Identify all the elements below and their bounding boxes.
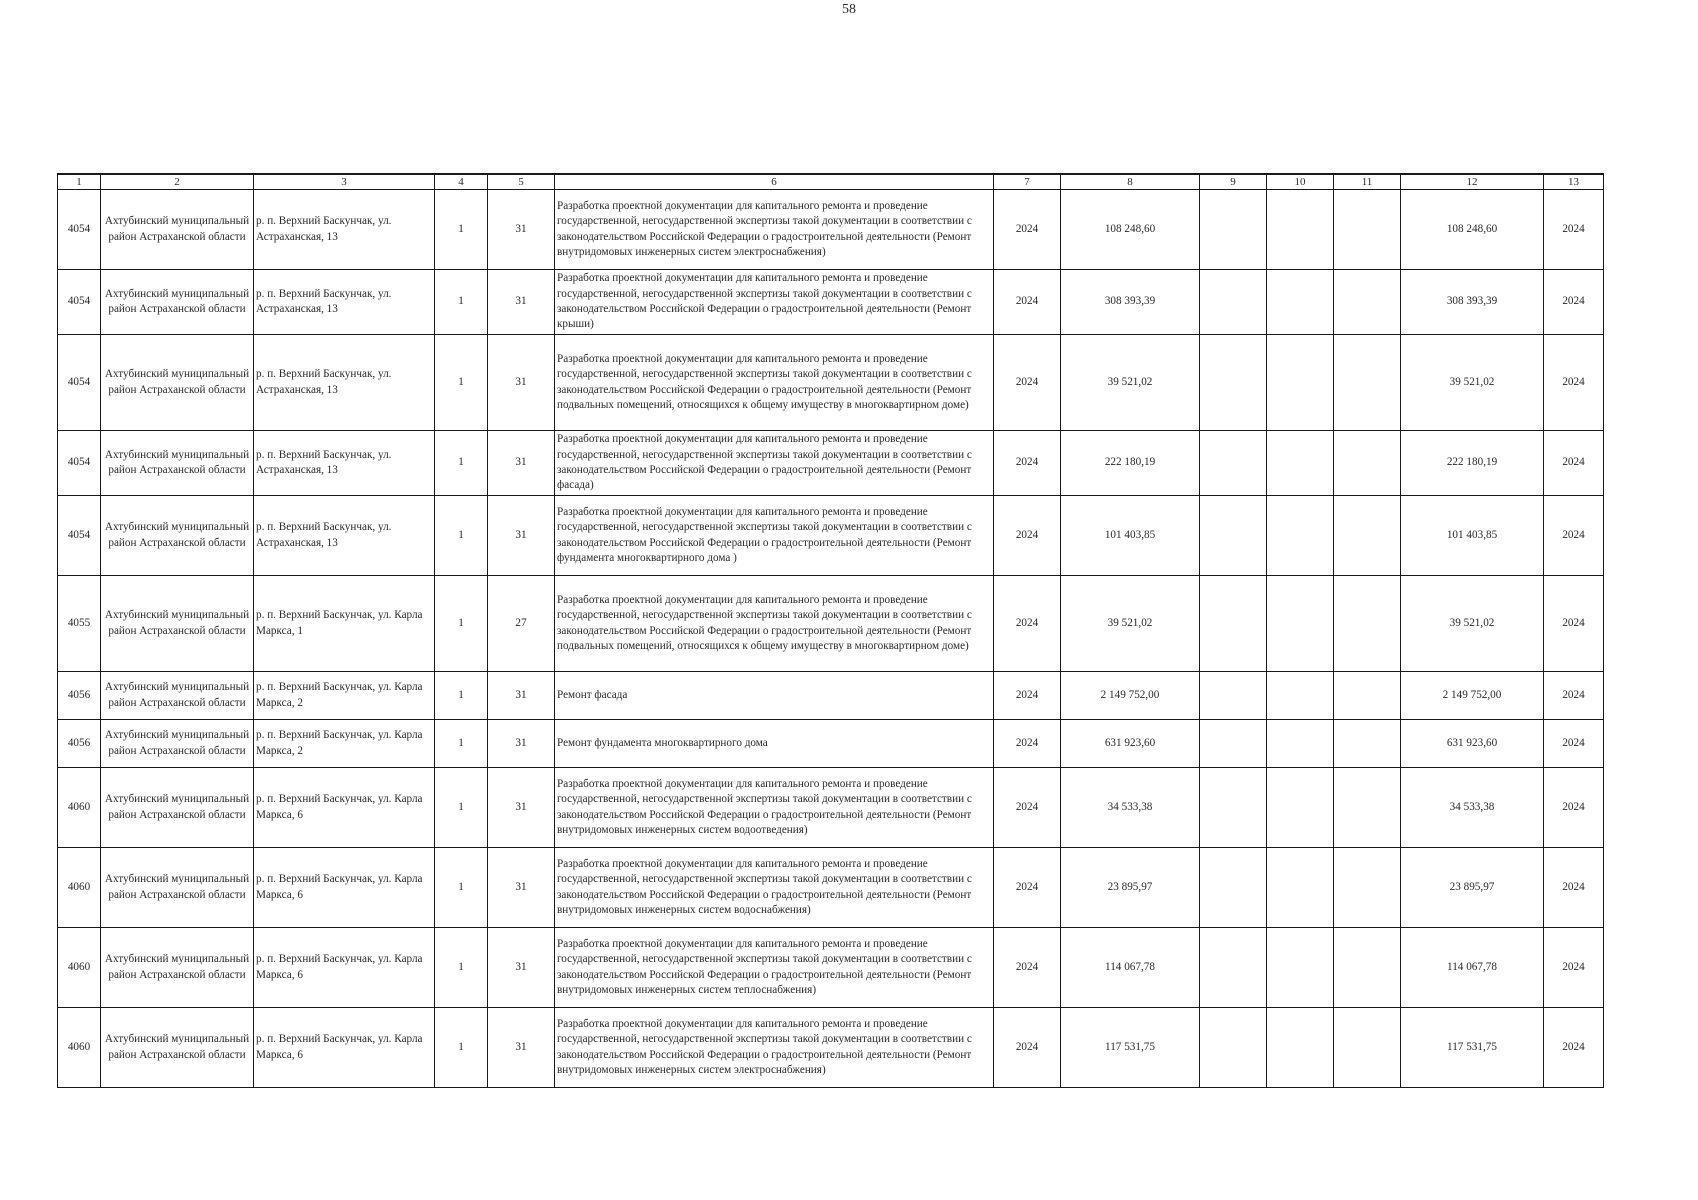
row-number: 4054	[58, 190, 101, 270]
col13-year-cell: 2024	[1544, 576, 1604, 672]
col12-cost-cell: 117 531,75	[1401, 1008, 1544, 1088]
col11-cell	[1334, 1008, 1401, 1088]
col11-cell	[1334, 848, 1401, 928]
district-cell: Ахтубинский муниципальный район Астраханской области	[101, 928, 254, 1008]
column-header: 7	[994, 174, 1061, 190]
address-cell: р. п. Верхний Баскунчак, ул. Карла Маркса, 6	[254, 768, 435, 848]
column-header: 6	[555, 174, 994, 190]
row-number: 4056	[58, 720, 101, 768]
table-row	[58, 672, 1604, 720]
year-cell: 2024	[994, 928, 1061, 1008]
total-cost-cell: 101 403,85	[1061, 496, 1200, 576]
col12-cost-cell: 114 067,78	[1401, 928, 1544, 1008]
table-row	[58, 335, 1604, 431]
col9-cell	[1200, 848, 1267, 928]
col10-cell	[1267, 1008, 1334, 1088]
col13-year-cell: 2024	[1544, 848, 1604, 928]
total-cost-cell: 39 521,02	[1061, 335, 1200, 431]
register-body	[58, 190, 1604, 1088]
col10-cell	[1267, 768, 1334, 848]
col4-cell: 1	[435, 720, 488, 768]
district-cell: Ахтубинский муниципальный район Астраханской области	[101, 848, 254, 928]
col10-cell	[1267, 431, 1334, 496]
col12-cost-cell: 108 248,60	[1401, 190, 1544, 270]
col4-cell: 1	[435, 768, 488, 848]
col10-cell	[1267, 496, 1334, 576]
total-cost-cell: 23 895,97	[1061, 848, 1200, 928]
table-row	[58, 496, 1604, 576]
col5-cell: 31	[488, 431, 555, 496]
col9-cell	[1200, 190, 1267, 270]
total-cost-cell: 117 531,75	[1061, 1008, 1200, 1088]
col11-cell	[1334, 431, 1401, 496]
col9-cell	[1200, 1008, 1267, 1088]
col13-year-cell: 2024	[1544, 431, 1604, 496]
col4-cell: 1	[435, 431, 488, 496]
table-row	[58, 720, 1604, 768]
address-cell: р. п. Верхний Баскунчак, ул. Астраханская, 13	[254, 431, 435, 496]
column-header: 2	[101, 174, 254, 190]
district-cell: Ахтубинский муниципальный район Астраханской области	[101, 270, 254, 335]
year-cell: 2024	[994, 190, 1061, 270]
column-header: 3	[254, 174, 435, 190]
year-cell: 2024	[994, 335, 1061, 431]
col5-cell: 31	[488, 1008, 555, 1088]
col11-cell	[1334, 720, 1401, 768]
col11-cell	[1334, 190, 1401, 270]
col11-cell	[1334, 335, 1401, 431]
col12-cost-cell: 2 149 752,00	[1401, 672, 1544, 720]
col9-cell	[1200, 928, 1267, 1008]
work-description-cell: Разработка проектной документации для капитального ремонта и проведение государственной, негосударственной экспертизы такой документации в соответствии с законодательством Российской Федерации о градостроительной деятельности (Ремонт внутридомовых инженерных систем водоснабжения)	[555, 848, 994, 928]
col9-cell	[1200, 672, 1267, 720]
col10-cell	[1267, 848, 1334, 928]
col4-cell: 1	[435, 576, 488, 672]
col11-cell	[1334, 270, 1401, 335]
address-cell: р. п. Верхний Баскунчак, ул. Карла Маркса, 2	[254, 720, 435, 768]
work-description-cell: Разработка проектной документации для капитального ремонта и проведение государственной, негосударственной экспертизы такой документации в соответствии с законодательством Российской Федерации о градостроительной деятельности (Ремонт внутридомовых инженерных систем электроснабжения)	[555, 1008, 994, 1088]
table-row	[58, 190, 1604, 270]
row-number: 4060	[58, 768, 101, 848]
district-cell: Ахтубинский муниципальный район Астраханской области	[101, 576, 254, 672]
col10-cell	[1267, 335, 1334, 431]
col13-year-cell: 2024	[1544, 496, 1604, 576]
col10-cell	[1267, 576, 1334, 672]
col9-cell	[1200, 270, 1267, 335]
district-cell: Ахтубинский муниципальный район Астраханской области	[101, 335, 254, 431]
col4-cell: 1	[435, 928, 488, 1008]
col13-year-cell: 2024	[1544, 928, 1604, 1008]
table-row	[58, 768, 1604, 848]
work-description-cell: Разработка проектной документации для капитального ремонта и проведение государственной, негосударственной экспертизы такой документации в соответствии с законодательством Российской Федерации о градостроительной деятельности (Ремонт внутридомовых инженерных систем водоотведения)	[555, 768, 994, 848]
column-header: 12	[1401, 174, 1544, 190]
col12-cost-cell: 39 521,02	[1401, 335, 1544, 431]
year-cell: 2024	[994, 768, 1061, 848]
col9-cell	[1200, 768, 1267, 848]
col13-year-cell: 2024	[1544, 768, 1604, 848]
work-description-cell: Ремонт фундамента многоквартирного дома	[555, 720, 994, 768]
row-number: 4055	[58, 576, 101, 672]
col13-year-cell: 2024	[1544, 270, 1604, 335]
col5-cell: 31	[488, 270, 555, 335]
col4-cell: 1	[435, 496, 488, 576]
total-cost-cell: 222 180,19	[1061, 431, 1200, 496]
col11-cell	[1334, 672, 1401, 720]
column-header: 5	[488, 174, 555, 190]
year-cell: 2024	[994, 1008, 1061, 1088]
column-header: 13	[1544, 174, 1604, 190]
col5-cell: 31	[488, 848, 555, 928]
col13-year-cell: 2024	[1544, 190, 1604, 270]
work-description-cell: Разработка проектной документации для капитального ремонта и проведение государственной, негосударственной экспертизы такой документации в соответствии с законодательством Российской Федерации о градостроительной деятельности (Ремонт фундамента многоквартирного дома )	[555, 496, 994, 576]
capital-repair-register-table	[57, 173, 1604, 1088]
col10-cell	[1267, 720, 1334, 768]
col4-cell: 1	[435, 848, 488, 928]
year-cell: 2024	[994, 576, 1061, 672]
work-description-cell: Разработка проектной документации для капитального ремонта и проведение государственной, негосударственной экспертизы такой документации в соответствии с законодательством Российской Федерации о градостроительной деятельности (Ремонт крыши)	[555, 270, 994, 335]
col4-cell: 1	[435, 270, 488, 335]
address-cell: р. п. Верхний Баскунчак, ул. Карла Маркса, 6	[254, 928, 435, 1008]
year-cell: 2024	[994, 848, 1061, 928]
col10-cell	[1267, 190, 1334, 270]
column-header: 11	[1334, 174, 1401, 190]
table-row	[58, 576, 1604, 672]
col4-cell: 1	[435, 1008, 488, 1088]
district-cell: Ахтубинский муниципальный район Астраханской области	[101, 672, 254, 720]
district-cell: Ахтубинский муниципальный район Астраханской области	[101, 431, 254, 496]
col9-cell	[1200, 576, 1267, 672]
col12-cost-cell: 23 895,97	[1401, 848, 1544, 928]
column-header: 8	[1061, 174, 1200, 190]
col9-cell	[1200, 335, 1267, 431]
col5-cell: 27	[488, 576, 555, 672]
col5-cell: 31	[488, 720, 555, 768]
col5-cell: 31	[488, 928, 555, 1008]
year-cell: 2024	[994, 672, 1061, 720]
col5-cell: 31	[488, 672, 555, 720]
work-description-cell: Разработка проектной документации для капитального ремонта и проведение государственной, негосударственной экспертизы такой документации в соответствии с законодательством Российской Федерации о градостроительной деятельности (Ремонт внутридомовых инженерных систем электроснабжения)	[555, 190, 994, 270]
col5-cell: 31	[488, 190, 555, 270]
table-row	[58, 1008, 1604, 1088]
col12-cost-cell: 34 533,38	[1401, 768, 1544, 848]
district-cell: Ахтубинский муниципальный район Астраханской области	[101, 720, 254, 768]
row-number: 4060	[58, 928, 101, 1008]
col10-cell	[1267, 270, 1334, 335]
address-cell: р. п. Верхний Баскунчак, ул. Карла Маркса, 6	[254, 848, 435, 928]
column-header: 4	[435, 174, 488, 190]
year-cell: 2024	[994, 496, 1061, 576]
year-cell: 2024	[994, 431, 1061, 496]
column-header: 10	[1267, 174, 1334, 190]
col13-year-cell: 2024	[1544, 1008, 1604, 1088]
col12-cost-cell: 222 180,19	[1401, 431, 1544, 496]
col10-cell	[1267, 672, 1334, 720]
district-cell: Ахтубинский муниципальный район Астраханской области	[101, 496, 254, 576]
col5-cell: 31	[488, 768, 555, 848]
col4-cell: 1	[435, 190, 488, 270]
col11-cell	[1334, 576, 1401, 672]
row-number: 4054	[58, 496, 101, 576]
address-cell: р. п. Верхний Баскунчак, ул. Карла Маркса, 6	[254, 1008, 435, 1088]
work-description-cell: Ремонт фасада	[555, 672, 994, 720]
district-cell: Ахтубинский муниципальный район Астраханской области	[101, 190, 254, 270]
row-number: 4060	[58, 848, 101, 928]
district-cell: Ахтубинский муниципальный район Астраханской области	[101, 768, 254, 848]
col5-cell: 31	[488, 335, 555, 431]
address-cell: р. п. Верхний Баскунчак, ул. Астраханская, 13	[254, 190, 435, 270]
row-number: 4060	[58, 1008, 101, 1088]
table-row	[58, 270, 1604, 335]
year-cell: 2024	[994, 270, 1061, 335]
total-cost-cell: 114 067,78	[1061, 928, 1200, 1008]
work-description-cell: Разработка проектной документации для капитального ремонта и проведение государственной, негосударственной экспертизы такой документации в соответствии с законодательством Российской Федерации о градостроительной деятельности (Ремонт фасада)	[555, 431, 994, 496]
row-number: 4054	[58, 270, 101, 335]
col12-cost-cell: 631 923,60	[1401, 720, 1544, 768]
row-number: 4054	[58, 431, 101, 496]
col11-cell	[1334, 496, 1401, 576]
col13-year-cell: 2024	[1544, 335, 1604, 431]
work-description-cell: Разработка проектной документации для капитального ремонта и проведение государственной, негосударственной экспертизы такой документации в соответствии с законодательством Российской Федерации о градостроительной деятельности (Ремонт подвальных помещений, относящихся к общему имуществу в многоквартирном доме)	[555, 576, 994, 672]
total-cost-cell: 2 149 752,00	[1061, 672, 1200, 720]
table-row	[58, 848, 1604, 928]
total-cost-cell: 631 923,60	[1061, 720, 1200, 768]
col9-cell	[1200, 496, 1267, 576]
col12-cost-cell: 39 521,02	[1401, 576, 1544, 672]
total-cost-cell: 108 248,60	[1061, 190, 1200, 270]
col11-cell	[1334, 928, 1401, 1008]
col12-cost-cell: 101 403,85	[1401, 496, 1544, 576]
col10-cell	[1267, 928, 1334, 1008]
col13-year-cell: 2024	[1544, 672, 1604, 720]
table-row	[58, 431, 1604, 496]
col4-cell: 1	[435, 672, 488, 720]
page-number: 58	[842, 2, 856, 17]
col9-cell	[1200, 431, 1267, 496]
column-header: 1	[58, 174, 101, 190]
row-number: 4056	[58, 672, 101, 720]
district-cell: Ахтубинский муниципальный район Астраханской области	[101, 1008, 254, 1088]
address-cell: р. п. Верхний Баскунчак, ул. Карла Маркса, 1	[254, 576, 435, 672]
column-number-row	[58, 174, 1604, 190]
total-cost-cell: 308 393,39	[1061, 270, 1200, 335]
col13-year-cell: 2024	[1544, 720, 1604, 768]
column-header: 9	[1200, 174, 1267, 190]
total-cost-cell: 34 533,38	[1061, 768, 1200, 848]
address-cell: р. п. Верхний Баскунчак, ул. Астраханская, 13	[254, 270, 435, 335]
col12-cost-cell: 308 393,39	[1401, 270, 1544, 335]
col11-cell	[1334, 768, 1401, 848]
total-cost-cell: 39 521,02	[1061, 576, 1200, 672]
year-cell: 2024	[994, 720, 1061, 768]
row-number: 4054	[58, 335, 101, 431]
table-row	[58, 928, 1604, 1008]
col4-cell: 1	[435, 335, 488, 431]
address-cell: р. п. Верхний Баскунчак, ул. Астраханская, 13	[254, 496, 435, 576]
work-description-cell: Разработка проектной документации для капитального ремонта и проведение государственной, негосударственной экспертизы такой документации в соответствии с законодательством Российской Федерации о градостроительной деятельности (Ремонт подвальных помещений, относящихся к общему имуществу в многоквартирном доме)	[555, 335, 994, 431]
col5-cell: 31	[488, 496, 555, 576]
col9-cell	[1200, 720, 1267, 768]
work-description-cell: Разработка проектной документации для капитального ремонта и проведение государственной, негосударственной экспертизы такой документации в соответствии с законодательством Российской Федерации о градостроительной деятельности (Ремонт внутридомовых инженерных систем теплоснабжения)	[555, 928, 994, 1008]
address-cell: р. п. Верхний Баскунчак, ул. Астраханская, 13	[254, 335, 435, 431]
address-cell: р. п. Верхний Баскунчак, ул. Карла Маркса, 2	[254, 672, 435, 720]
